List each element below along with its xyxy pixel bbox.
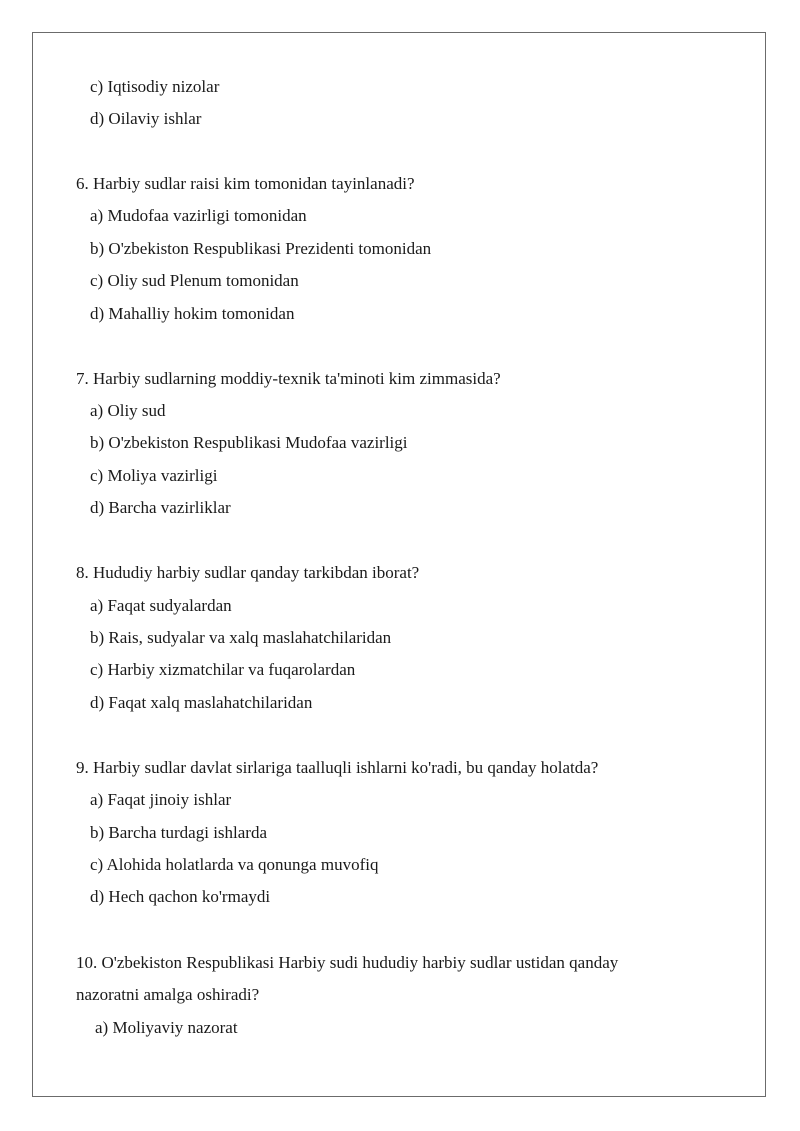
question-8: 8. Hududiy harbiy sudlar qanday tarkibdan iborat? [76,563,420,582]
option-8a: a) Faqat sudyalardan [90,596,232,615]
option-9a: a) Faqat jinoiy ishlar [90,790,232,809]
option-6d: d) Mahalliy hokim tomonidan [90,304,295,323]
option-6c: c) Oliy sud Plenum tomonidan [90,271,299,290]
question-10-line-1: 10. O'zbekiston Respublikasi Harbiy sudi hududiy harbiy sudlar ustidan qanday [76,953,619,972]
option-9d: d) Hech qachon ko'rmaydi [90,887,271,906]
option-5c: c) Iqtisodiy nizolar [90,77,220,96]
option-7d: d) Barcha vazirliklar [90,498,231,517]
option-8d: d) Faqat xalq maslahatchilaridan [90,693,313,712]
question-10-line-2: nazoratni amalga oshiradi? [76,985,260,1004]
option-9c: c) Alohida holatlarda va qonunga muvofiq [90,855,379,874]
option-8c: c) Harbiy xizmatchilar va fuqarolardan [90,660,356,679]
question-7: 7. Harbiy sudlarning moddiy-texnik ta'minoti kim zimmasida? [76,369,501,388]
option-6b: b) O'zbekiston Respublikasi Prezidenti tomonidan [90,239,432,258]
option-7b: b) O'zbekiston Respublikasi Mudofaa vazirligi [90,433,408,452]
option-7c: c) Moliya vazirligi [90,466,218,485]
option-10a: a) Moliyaviy nazorat [95,1018,238,1037]
question-9: 9. Harbiy sudlar davlat sirlariga taalluqli ishlarni ko'radi, bu qanday holatda? [76,758,599,777]
option-7a: a) Oliy sud [90,401,166,420]
option-6a: a) Mudofaa vazirligi tomonidan [90,206,307,225]
option-5d: d) Oilaviy ishlar [90,109,202,128]
option-9b: b) Barcha turdagi ishlarda [90,823,268,842]
option-8b: b) Rais, sudyalar va xalq maslahatchilaridan [90,628,392,647]
question-6: 6. Harbiy sudlar raisi kim tomonidan tayinlanadi? [76,174,415,193]
